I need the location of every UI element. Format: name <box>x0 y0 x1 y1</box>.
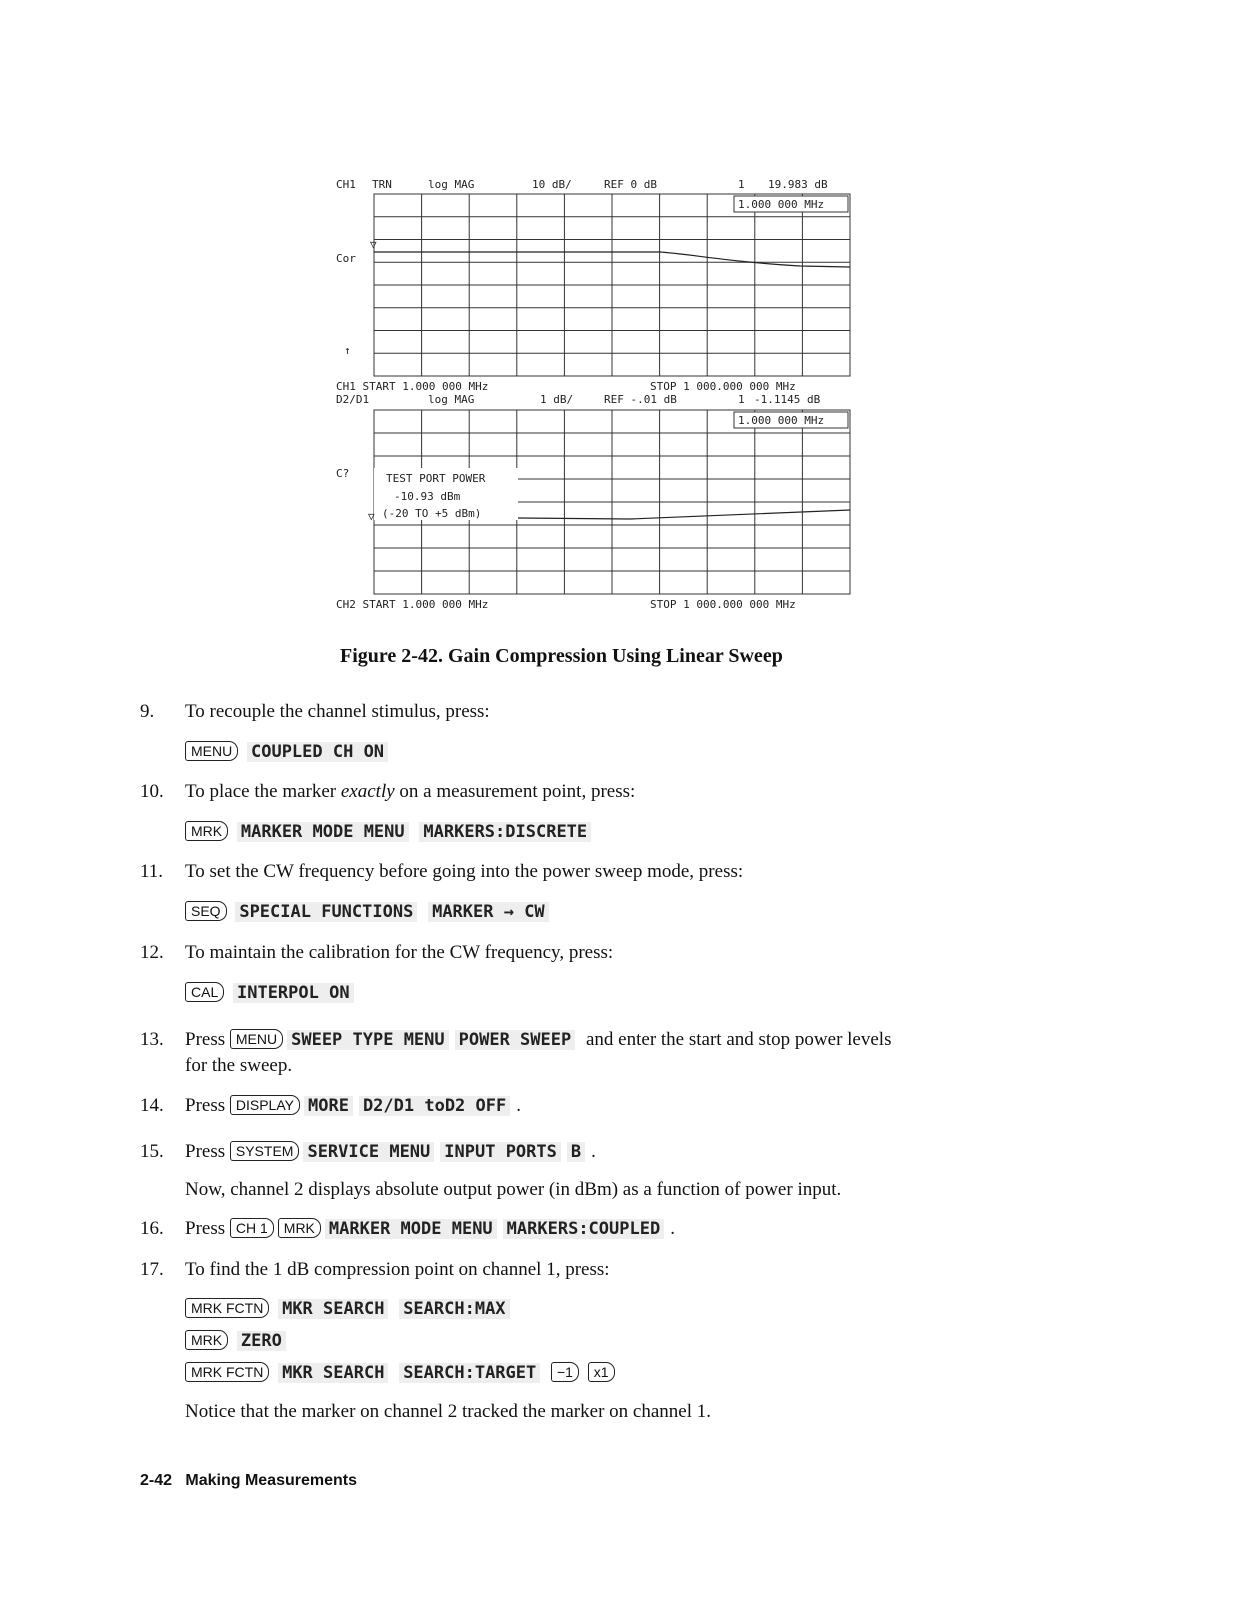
figure-caption: Figure 2-42. Gain Compression Using Linear Sweep <box>340 645 783 667</box>
top-ref-marker-icon: ▽ <box>370 238 377 251</box>
mrk-key[interactable]: MRK <box>185 821 228 841</box>
bot-hdr-scale: 1 dB/ <box>540 393 574 406</box>
step-text-part: on a measurement point, press: <box>394 781 636 802</box>
top-hdr-fmt: log MAG <box>428 178 475 191</box>
bot-note2: -10.93 dBm <box>394 490 461 503</box>
d2d1-tod2-softkey[interactable]: D2/D1 toD2 OFF <box>359 1096 510 1116</box>
step-number: 13. <box>140 1029 164 1050</box>
cal-key[interactable]: CAL <box>185 982 224 1002</box>
markers-coupled-softkey[interactable]: MARKERS:COUPLED <box>503 1219 665 1239</box>
step-11 <box>140 860 744 884</box>
step-emphasis: exactly <box>340 781 395 802</box>
mrk-key[interactable]: MRK <box>278 1218 321 1238</box>
step-13 <box>140 1028 892 1052</box>
step-12 <box>140 941 614 965</box>
step-16 <box>140 1217 675 1241</box>
top-hdr-value: 19.983 dB <box>768 178 828 191</box>
display-key[interactable]: DISPLAY <box>230 1095 300 1115</box>
step-text: To find the 1 dB compression point on channel 1, press: <box>185 1259 610 1280</box>
top-stop: STOP 1 000.000 000 MHz <box>650 380 796 393</box>
step-10-keys <box>185 820 597 844</box>
analyzer-display <box>330 170 870 620</box>
step-number: 11. <box>140 861 164 882</box>
step-text <box>185 1217 675 1241</box>
bot-side-label: C? <box>336 467 350 480</box>
period: . <box>670 1218 675 1239</box>
mrk-fctn-key[interactable]: MRK FCTN <box>185 1362 269 1382</box>
step-number: 16. <box>140 1218 164 1239</box>
step-text: To maintain the calibration for the CW frequency, press: <box>185 942 614 963</box>
bot-hdr-value: -1.1145 dB <box>754 393 821 406</box>
bot-hdr-marker: 1 <box>738 393 745 406</box>
bot-note1: TEST PORT POWER <box>386 472 486 485</box>
step-17-note: Notice that the marker on channel 2 tracked the marker on channel 1. <box>185 1401 711 1422</box>
mrk-fctn-key[interactable]: MRK FCTN <box>185 1298 269 1318</box>
top-start: CH1 START 1.000 000 MHz <box>336 380 489 393</box>
press-word: Press <box>185 1095 226 1116</box>
seq-key[interactable]: SEQ <box>185 901 227 921</box>
top-marker-freq: 1.000 000 MHz <box>738 198 825 211</box>
step-number: 9. <box>140 701 155 722</box>
step-text <box>185 780 635 804</box>
step-number: 15. <box>140 1141 164 1162</box>
markers-discrete-softkey[interactable]: MARKERS:DISCRETE <box>419 822 591 842</box>
bot-hdr-ch: D2/D1 <box>336 393 370 406</box>
step-number: 10. <box>140 781 164 802</box>
period: . <box>591 1141 596 1162</box>
search-max-softkey[interactable]: SEARCH:MAX <box>399 1299 509 1319</box>
top-hdr-scale: 10 dB/ <box>532 178 572 191</box>
step-text <box>185 1140 596 1164</box>
marker-mode-menu-softkey[interactable]: MARKER MODE MENU <box>325 1219 497 1239</box>
bot-hdr-ref: REF -.01 dB <box>604 393 677 406</box>
step-text-part: and enter the start and stop power levels <box>585 1029 892 1050</box>
step-number: 12. <box>140 942 164 963</box>
press-word: Press <box>185 1218 226 1239</box>
top-hdr-mode: TRN <box>372 178 392 191</box>
step-14 <box>140 1094 521 1118</box>
input-ports-softkey[interactable]: INPUT PORTS <box>440 1142 561 1162</box>
bot-ref-marker-icon: ▽ <box>368 510 375 523</box>
interpol-on-softkey[interactable]: INTERPOL ON <box>233 983 354 1003</box>
step-15 <box>140 1140 596 1164</box>
step-17-line-2 <box>185 1329 292 1353</box>
step-10 <box>140 780 636 804</box>
bot-marker-freq: 1.000 000 MHz <box>738 414 825 427</box>
mrk-key[interactable]: MRK <box>185 1330 228 1350</box>
press-word: Press <box>185 1029 226 1050</box>
top-side-label: Cor <box>336 252 356 265</box>
sweep-type-menu-softkey[interactable]: SWEEP TYPE MENU <box>287 1030 449 1050</box>
period: . <box>516 1095 521 1116</box>
top-hdr-ch: CH1 <box>336 178 356 191</box>
step-13-continued: for the sweep. <box>185 1055 293 1076</box>
bot-start: CH2 START 1.000 000 MHz <box>336 598 489 611</box>
top-hdr-ref: REF 0 dB <box>604 178 657 191</box>
step-number: 17. <box>140 1259 164 1280</box>
top-hdr-marker: 1 <box>738 178 745 191</box>
step-text: To recouple the channel stimulus, press: <box>185 701 490 722</box>
x1-key[interactable]: x1 <box>588 1362 615 1382</box>
step-9-keys <box>185 740 394 764</box>
page-footer <box>140 1472 357 1490</box>
menu-key[interactable]: MENU <box>230 1029 283 1049</box>
zero-softkey[interactable]: ZERO <box>237 1331 286 1351</box>
step-11-keys <box>185 900 555 924</box>
step-17-line-1 <box>185 1297 516 1321</box>
minus-one-key[interactable]: −1 <box>551 1362 579 1382</box>
section-title: Making Measurements <box>185 1472 357 1489</box>
bot-trace <box>518 510 850 519</box>
power-sweep-softkey[interactable]: POWER SWEEP <box>455 1030 576 1050</box>
coupled-ch-softkey[interactable]: COUPLED CH ON <box>247 742 388 762</box>
more-softkey[interactable]: MORE <box>304 1096 353 1116</box>
port-b-softkey[interactable]: B <box>567 1142 585 1162</box>
step-text-part: To place the marker <box>185 781 341 802</box>
bot-stop: STOP 1 000.000 000 MHz <box>650 598 796 611</box>
step-12-keys <box>185 981 360 1005</box>
bot-hdr-fmt: log MAG <box>428 393 475 406</box>
special-functions-softkey[interactable]: SPECIAL FUNCTIONS <box>235 902 417 922</box>
top-grid <box>374 194 850 376</box>
step-text: To set the CW frequency before going into the power sweep mode, press: <box>185 861 744 882</box>
step-17 <box>140 1258 610 1282</box>
marker-mode-menu-softkey[interactable]: MARKER MODE MENU <box>237 822 409 842</box>
step-17-line-3 <box>185 1361 619 1385</box>
step-15-note: Now, channel 2 displays absolute output power (in dBm) as a function of power input. <box>185 1179 842 1200</box>
analyzer-screen-figure <box>330 170 870 620</box>
step-number: 14. <box>140 1095 164 1116</box>
menu-key[interactable]: MENU <box>185 741 238 761</box>
marker-cw-softkey[interactable]: MARKER → CW <box>428 902 549 922</box>
step-9 <box>140 700 490 724</box>
press-word: Press <box>185 1141 226 1162</box>
top-arrow-icon: ↑ <box>344 344 351 357</box>
step-text <box>185 1028 891 1052</box>
system-key[interactable]: SYSTEM <box>230 1141 300 1161</box>
step-text <box>185 1094 521 1118</box>
mkr-search-softkey[interactable]: MKR SEARCH <box>278 1363 388 1383</box>
service-menu-softkey[interactable]: SERVICE MENU <box>303 1142 434 1162</box>
bot-note3: (-20 TO +5 dBm) <box>382 507 482 520</box>
mkr-search-softkey[interactable]: MKR SEARCH <box>278 1299 388 1319</box>
search-target-softkey[interactable]: SEARCH:TARGET <box>399 1363 540 1383</box>
page-number: 2-42 <box>140 1472 173 1489</box>
ch1-key[interactable]: CH 1 <box>230 1218 274 1238</box>
